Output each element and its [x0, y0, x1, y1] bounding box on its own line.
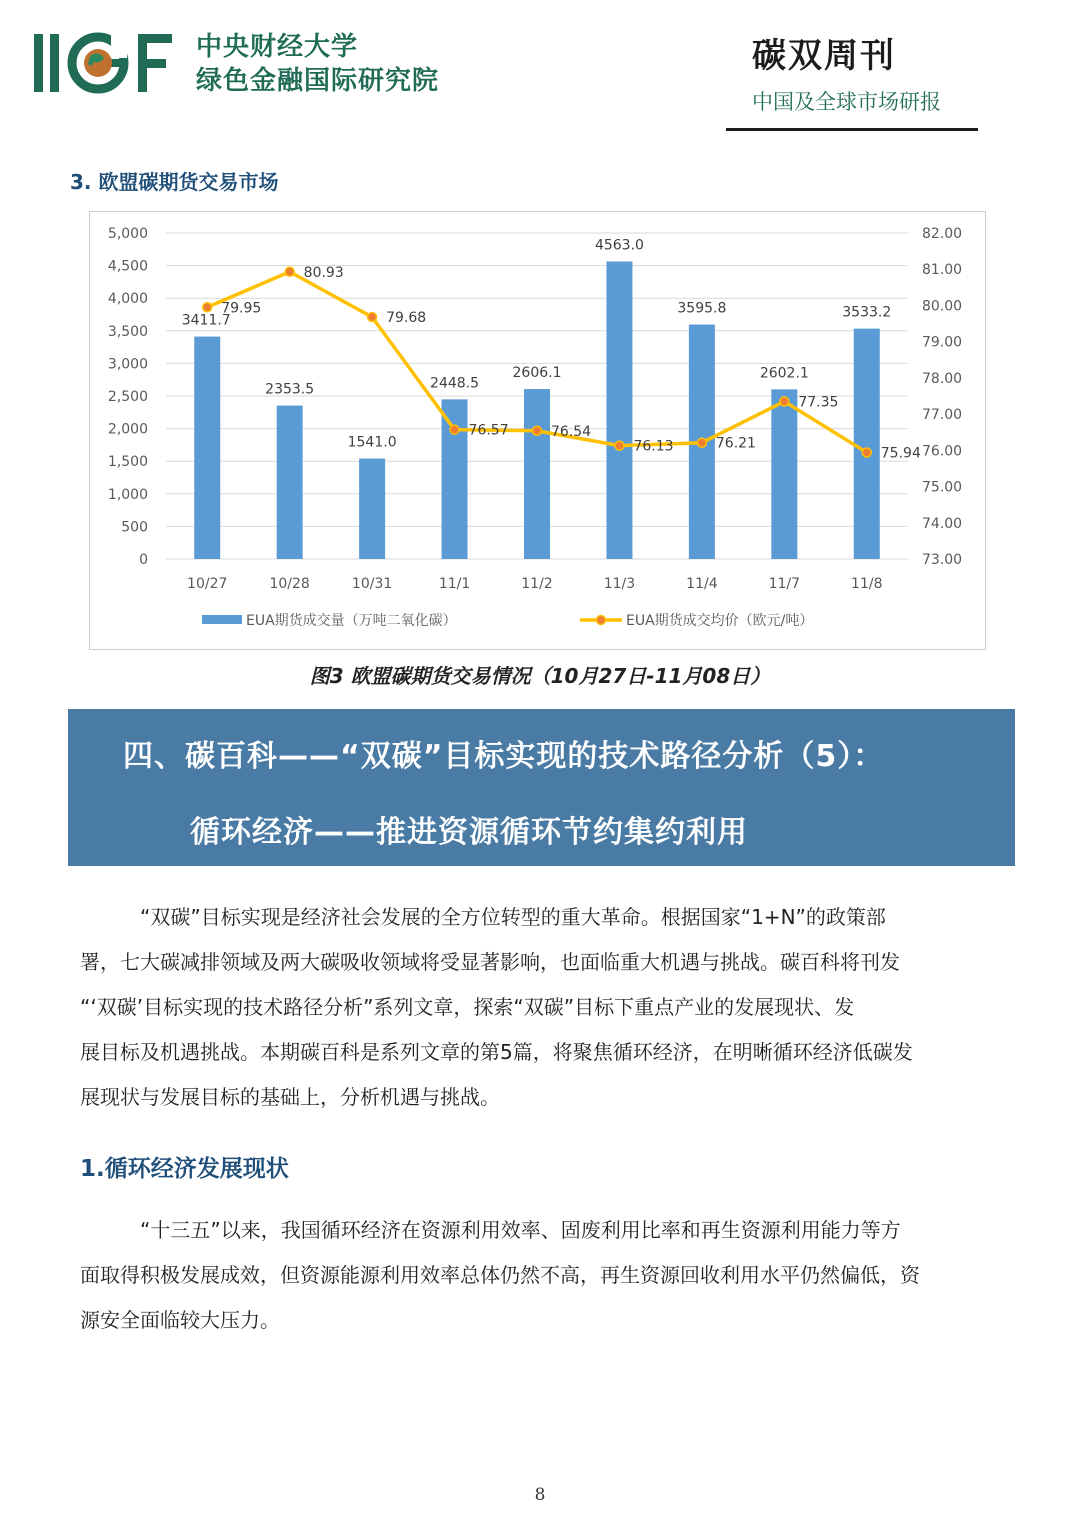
price-point-label: 76.21 [715, 435, 756, 452]
volume-bar-label: 2602.1 [759, 365, 809, 382]
price-point [697, 438, 706, 447]
left-axis-tick-label: 1,000 [107, 486, 148, 503]
category-tick-label: 11/4 [686, 576, 718, 592]
left-axis-tick-label: 4,500 [107, 258, 148, 275]
section-banner [68, 709, 1015, 866]
left-axis-tick-label: 1,500 [107, 454, 148, 471]
right-axis-tick-label: 78.00 [922, 370, 963, 387]
chart-canvas [90, 212, 985, 649]
category-tick-label: 11/8 [851, 576, 883, 592]
subsection-heading: 1.循环经济发展现状 [80, 1156, 289, 1182]
right-axis-tick-label: 82.00 [922, 226, 963, 242]
right-axis-tick-label: 77.00 [922, 407, 963, 424]
price-point [615, 441, 624, 450]
paragraph-line: 面取得积极发展成效，但资源能源利用效率总体仍然不高，再生资源回收利用水平仍然偏低，资 [80, 1263, 920, 1287]
status-paragraph [80, 1208, 1002, 1343]
legend-label-volume: EUA期货成交量（万吨二氧化碳） [246, 613, 457, 629]
right-axis-tick-label: 81.00 [922, 262, 963, 279]
svg-text:IIGF: IIGF [34, 32, 36, 33]
volume-bar-label: 3595.8 [677, 300, 727, 317]
price-point-label: 79.95 [221, 300, 262, 317]
banner-title-line1: 四、碳百科——“双碳”目标实现的技术路径分析（5）： [123, 739, 885, 774]
price-point-label: 80.93 [303, 264, 344, 281]
figure-caption: 图3 欧盟碳期货交易情况（10月27日-11月08日） [309, 664, 771, 688]
volume-bar [524, 389, 550, 559]
publication-title: 碳双周刊 [752, 36, 896, 76]
right-axis-tick-label: 75.00 [922, 479, 963, 496]
paragraph-line: 源安全面临较大压力。 [80, 1308, 280, 1332]
category-tick-label: 11/7 [768, 576, 801, 592]
eua-futures-chart [89, 211, 986, 650]
paragraph-line: “双碳”目标实现是经济社会发展的全方位转型的重大革命。根据国家“1+N”的政策部 [140, 905, 886, 929]
left-axis-tick-label: 0 [139, 552, 148, 568]
price-point-label: 75.94 [880, 445, 921, 462]
left-axis-tick-label: 3,000 [107, 356, 148, 373]
left-axis-tick-label: 500 [121, 519, 148, 536]
paragraph-line: “‘双碳’目标实现的技术路径分析”系列文章，探索“双碳”目标下重点产业的发展现状、发 [80, 995, 855, 1019]
volume-bar [277, 406, 303, 559]
category-tick-label: 11/1 [438, 576, 471, 592]
price-point-label: 77.35 [798, 394, 839, 411]
volume-bar-label: 3411.7 [181, 312, 231, 329]
price-point [368, 313, 377, 322]
header-divider [726, 128, 978, 131]
volume-bar-label: 4563.0 [594, 237, 644, 254]
org-name [196, 30, 439, 98]
price-point [203, 303, 212, 312]
left-axis-tick-label: 5,000 [107, 226, 148, 242]
left-axis-tick-label: 2,000 [107, 421, 148, 438]
price-point [285, 267, 294, 276]
volume-bar-label: 2448.5 [430, 375, 480, 392]
org-line2: 绿色金融国际研究院 [196, 66, 440, 96]
org-line1: 中央财经大学 [196, 32, 359, 62]
paragraph-line: “十三五”以来，我国循环经济在资源利用效率、固废利用比率和再生资源利用能力等方 [140, 1218, 901, 1242]
left-axis-tick-label: 3,500 [107, 323, 148, 340]
section-heading: 3. 欧盟碳期货交易市场 [70, 170, 279, 194]
volume-bar [606, 261, 632, 559]
volume-bar-label: 3533.2 [842, 304, 892, 321]
banner-title-line2: 循环经济——推进资源循环节约集约利用 [190, 815, 748, 850]
legend-swatch-price-marker [597, 616, 606, 625]
right-axis-tick-label: 79.00 [922, 334, 963, 351]
category-tick-label: 10/31 [351, 576, 393, 592]
category-tick-label: 11/3 [603, 576, 636, 592]
category-tick-label: 10/27 [187, 576, 228, 592]
volume-bar [194, 337, 220, 559]
left-axis-tick-label: 2,500 [107, 389, 148, 405]
right-axis-tick-label: 73.00 [922, 552, 963, 568]
right-axis-tick-label: 80.00 [922, 298, 963, 315]
paragraph-line: 展目标及机遇挑战。本期碳百科是系列文章的第5篇，将聚焦循环经济，在明晰循环经济低碳发 [80, 1040, 913, 1064]
price-point-label: 76.54 [551, 423, 592, 440]
price-point-label: 76.13 [633, 438, 674, 455]
price-point [533, 426, 542, 435]
volume-bar [771, 389, 797, 559]
volume-bar-label: 1541.0 [347, 434, 397, 451]
publication-subtitle: 中国及全球市场研报 [752, 90, 941, 114]
right-axis-tick-label: 74.00 [922, 515, 963, 532]
volume-bar-label: 2353.5 [265, 381, 315, 398]
volume-bar-label: 2606.1 [512, 365, 562, 382]
price-point [862, 448, 871, 457]
volume-bar [359, 459, 385, 559]
left-axis-tick-label: 4,000 [107, 291, 148, 308]
price-point [450, 425, 459, 434]
category-tick-label: 11/2 [521, 576, 553, 592]
paragraph-line: 展现状与发展目标的基础上，分析机遇与挑战。 [80, 1085, 500, 1109]
price-point [780, 397, 789, 406]
right-axis-tick-label: 76.00 [922, 443, 963, 460]
volume-bar [442, 399, 468, 559]
legend-swatch-volume [202, 615, 242, 624]
paragraph-line: 署，七大碳减排领域及两大碳吸收领域将受显著影响，也面临重大机遇与挑战。碳百科将刊发 [80, 950, 900, 974]
intro-paragraph [80, 895, 1002, 1120]
volume-bar [854, 329, 880, 559]
category-tick-label: 10/28 [269, 576, 310, 592]
iigf-logo [34, 32, 184, 96]
legend-label-price: EUA期货成交均价（欧元/吨） [626, 613, 814, 629]
page-number: 8 [534, 1485, 546, 1505]
price-point-label: 79.68 [386, 310, 427, 327]
price-point-label: 76.57 [468, 422, 509, 439]
